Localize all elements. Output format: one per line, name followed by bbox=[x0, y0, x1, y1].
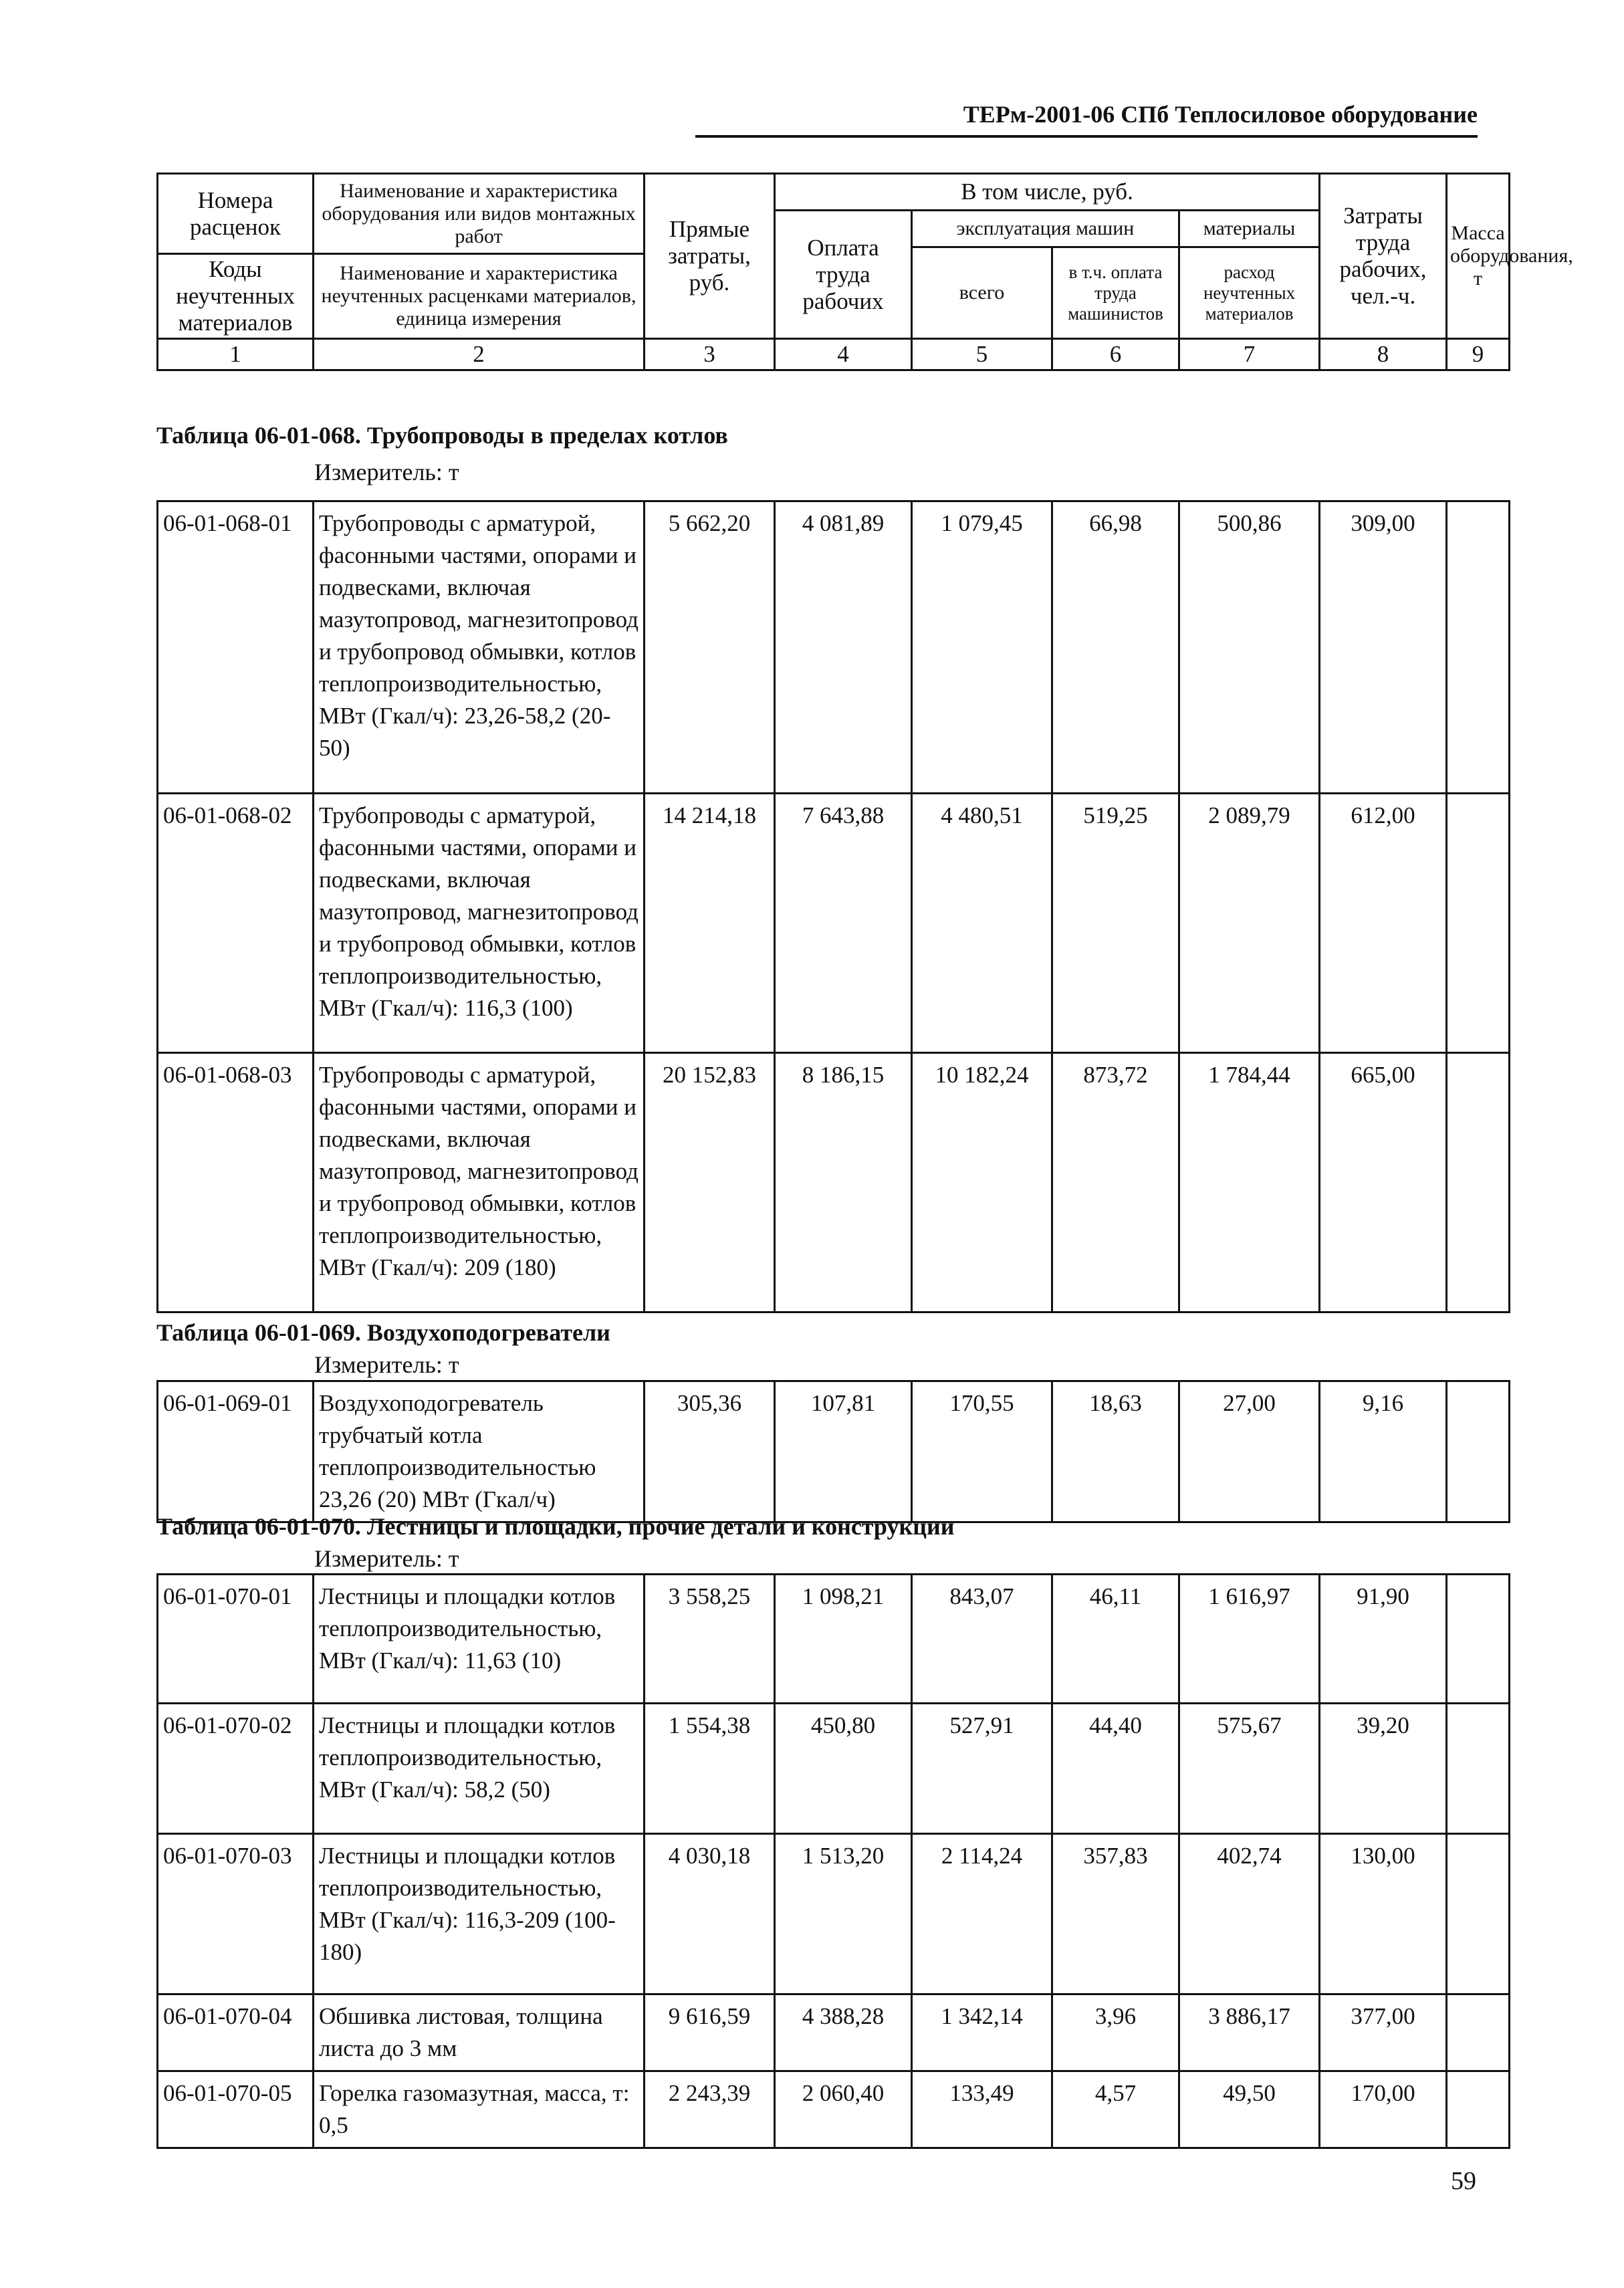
labor-hours: 9,16 bbox=[1320, 1381, 1447, 1522]
page-header: ТЕРм-2001-06 СПб Теплосиловое оборудование bbox=[695, 100, 1478, 138]
column-header-table bbox=[156, 173, 1573, 371]
work-name: Трубопроводы с арматурой, фасонными частями, опорами и подвесками, включая мазутопровод, магнезитопровод и трубопровод обмывки, котлов теплопроизводительностью, МВт (Гкал/ч): 209 (180) bbox=[314, 1053, 645, 1312]
labor-pay: 2 060,40 bbox=[775, 2071, 912, 2148]
equipment-mass bbox=[1447, 1994, 1510, 2071]
labor-pay: 8 186,15 bbox=[775, 1053, 912, 1312]
unit-label: Измеритель: т bbox=[314, 459, 459, 485]
section-title: Таблица 06-01-068. Трубопроводы в пределах котлов bbox=[156, 422, 728, 449]
machinists-pay: 4,57 bbox=[1052, 2071, 1179, 2148]
labor-pay: 4 081,89 bbox=[775, 501, 912, 794]
machinists-pay: 18,63 bbox=[1052, 1381, 1179, 1522]
materials: 1 616,97 bbox=[1179, 1575, 1320, 1704]
header-machinists-pay: в т.ч. оплата труда машинистов bbox=[1052, 247, 1179, 339]
work-name: Обшивка листовая, толщина листа до 3 мм bbox=[314, 1994, 645, 2071]
table-row bbox=[158, 2071, 1510, 2148]
header-direct-costs: Прямые затраты, руб. bbox=[645, 174, 775, 339]
machines-total: 527,91 bbox=[912, 1704, 1052, 1834]
machines-total: 1 079,45 bbox=[912, 501, 1052, 794]
rate-code: 06-01-069-01 bbox=[158, 1381, 314, 1522]
labor-hours: 39,20 bbox=[1320, 1704, 1447, 1834]
equipment-mass bbox=[1447, 1704, 1510, 1834]
equipment-mass bbox=[1447, 2071, 1510, 2148]
machines-total: 1 342,14 bbox=[912, 1994, 1052, 2071]
machinists-pay: 44,40 bbox=[1052, 1704, 1179, 1834]
price-table-070 bbox=[156, 1573, 1510, 2149]
work-name: Горелка газомазутная, масса, т: 0,5 bbox=[314, 2071, 645, 2148]
materials: 575,67 bbox=[1179, 1704, 1320, 1834]
labor-hours: 130,00 bbox=[1320, 1834, 1447, 1994]
unit-label: Измеритель: т bbox=[314, 1545, 459, 1572]
header-labor-hours: Затраты труда рабочих, чел.-ч. bbox=[1320, 174, 1447, 339]
machinists-pay: 66,98 bbox=[1052, 501, 1179, 794]
labor-hours: 665,00 bbox=[1320, 1053, 1447, 1312]
machines-total: 170,55 bbox=[912, 1381, 1052, 1522]
labor-pay: 107,81 bbox=[775, 1381, 912, 1522]
direct-costs: 2 243,39 bbox=[645, 2071, 775, 2148]
labor-hours: 612,00 bbox=[1320, 794, 1447, 1053]
direct-costs: 4 030,18 bbox=[645, 1834, 775, 1994]
direct-costs: 20 152,83 bbox=[645, 1053, 775, 1312]
header-material-names: Наименование и характеристика неучтенных расценками материалов, единица измерения bbox=[314, 254, 645, 339]
labor-pay: 4 388,28 bbox=[775, 1994, 912, 2071]
header-machines-total: всего bbox=[912, 247, 1052, 339]
labor-hours: 91,90 bbox=[1320, 1575, 1447, 1704]
machines-total: 843,07 bbox=[912, 1575, 1052, 1704]
equipment-mass bbox=[1447, 501, 1510, 794]
column-index: 9 bbox=[1447, 339, 1510, 370]
work-name: Трубопроводы с арматурой, фасонными частями, опорами и подвесками, включая мазутопровод, магнезитопровод и трубопровод обмывки, котлов теплопроизводительностью, МВт (Гкал/ч): 23,26-58,2 (20-50) bbox=[314, 501, 645, 794]
table-row bbox=[158, 1381, 1510, 1522]
work-name: Лестницы и площадки котлов теплопроизводительностью, МВт (Гкал/ч): 58,2 (50) bbox=[314, 1704, 645, 1834]
work-name: Лестницы и площадки котлов теплопроизводительностью, МВт (Гкал/ч): 11,63 (10) bbox=[314, 1575, 645, 1704]
labor-pay: 7 643,88 bbox=[775, 794, 912, 1053]
header-material-codes: Коды неучтенных материалов bbox=[158, 254, 314, 339]
header-including: В том числе, руб. bbox=[775, 174, 1320, 211]
equipment-mass bbox=[1447, 1575, 1510, 1704]
header-materials: материалы bbox=[1179, 211, 1320, 247]
header-machines: эксплуатация машин bbox=[912, 211, 1179, 247]
direct-costs: 14 214,18 bbox=[645, 794, 775, 1053]
rate-code: 06-01-070-02 bbox=[158, 1704, 314, 1834]
materials: 3 886,17 bbox=[1179, 1994, 1320, 2071]
page-number: 59 bbox=[1451, 2167, 1476, 2195]
rate-code: 06-01-068-01 bbox=[158, 501, 314, 794]
labor-hours: 377,00 bbox=[1320, 1994, 1447, 2071]
work-name: Воздухоподогреватель трубчатый котла теплопроизводительностью 23,26 (20) МВт (Гкал/ч) bbox=[314, 1381, 645, 1522]
column-index: 1 bbox=[158, 339, 314, 370]
header-unaccounted-materials: расход неучтенных материалов bbox=[1179, 247, 1320, 339]
machines-total: 133,49 bbox=[912, 2071, 1052, 2148]
table-row bbox=[158, 1994, 1510, 2071]
header-code: Номера расценок bbox=[158, 174, 314, 254]
header-labor-pay: Оплата труда рабочих bbox=[775, 211, 912, 339]
labor-pay: 1 513,20 bbox=[775, 1834, 912, 1994]
column-index: 5 bbox=[912, 339, 1052, 370]
column-index: 6 bbox=[1052, 339, 1179, 370]
machinists-pay: 46,11 bbox=[1052, 1575, 1179, 1704]
header-equipment-mass: Масса оборудования, т bbox=[1447, 174, 1510, 339]
labor-hours: 170,00 bbox=[1320, 2071, 1447, 2148]
materials: 500,86 bbox=[1179, 501, 1320, 794]
section-title: Таблица 06-01-069. Воздухоподогреватели bbox=[156, 1319, 610, 1346]
rate-code: 06-01-070-04 bbox=[158, 1994, 314, 2071]
labor-hours: 309,00 bbox=[1320, 501, 1447, 794]
equipment-mass bbox=[1447, 1381, 1510, 1522]
machinists-pay: 873,72 bbox=[1052, 1053, 1179, 1312]
section-title: Таблица 06-01-070. Лестницы и площадки, прочие детали и конструкции bbox=[156, 1513, 955, 1540]
machinists-pay: 519,25 bbox=[1052, 794, 1179, 1053]
direct-costs: 5 662,20 bbox=[645, 501, 775, 794]
machines-total: 10 182,24 bbox=[912, 1053, 1052, 1312]
rate-code: 06-01-068-03 bbox=[158, 1053, 314, 1312]
machinists-pay: 3,96 bbox=[1052, 1994, 1179, 2071]
column-index: 3 bbox=[645, 339, 775, 370]
work-name: Лестницы и площадки котлов теплопроизводительностью, МВт (Гкал/ч): 116,3-209 (100-180) bbox=[314, 1834, 645, 1994]
materials: 27,00 bbox=[1179, 1381, 1320, 1522]
unit-label: Измеритель: т bbox=[314, 1351, 459, 1378]
rate-code: 06-01-070-05 bbox=[158, 2071, 314, 2148]
rate-code: 06-01-068-02 bbox=[158, 794, 314, 1053]
labor-pay: 1 098,21 bbox=[775, 1575, 912, 1704]
table-row bbox=[158, 1575, 1510, 1704]
rate-code: 06-01-070-01 bbox=[158, 1575, 314, 1704]
equipment-mass bbox=[1447, 1834, 1510, 1994]
rate-code: 06-01-070-03 bbox=[158, 1834, 314, 1994]
direct-costs: 305,36 bbox=[645, 1381, 775, 1522]
machines-total: 2 114,24 bbox=[912, 1834, 1052, 1994]
column-index: 8 bbox=[1320, 339, 1447, 370]
materials: 49,50 bbox=[1179, 2071, 1320, 2148]
column-index: 4 bbox=[775, 339, 912, 370]
machinists-pay: 357,83 bbox=[1052, 1834, 1179, 1994]
materials: 1 784,44 bbox=[1179, 1053, 1320, 1312]
table-row bbox=[158, 794, 1510, 1053]
equipment-mass bbox=[1447, 794, 1510, 1053]
price-table-068 bbox=[156, 500, 1510, 1313]
materials: 402,74 bbox=[1179, 1834, 1320, 1994]
materials: 2 089,79 bbox=[1179, 794, 1320, 1053]
equipment-mass bbox=[1447, 1053, 1510, 1312]
direct-costs: 1 554,38 bbox=[645, 1704, 775, 1834]
direct-costs: 9 616,59 bbox=[645, 1994, 775, 2071]
direct-costs: 3 558,25 bbox=[645, 1575, 775, 1704]
column-index: 7 bbox=[1179, 339, 1320, 370]
column-index: 2 bbox=[314, 339, 645, 370]
machines-total: 4 480,51 bbox=[912, 794, 1052, 1053]
work-name: Трубопроводы с арматурой, фасонными частями, опорами и подвесками, включая мазутопровод, магнезитопровод и трубопровод обмывки, котлов теплопроизводительностью, МВт (Гкал/ч): 116,3 (100) bbox=[314, 794, 645, 1053]
table-row bbox=[158, 1834, 1510, 1994]
table-row bbox=[158, 1053, 1510, 1312]
price-table-069 bbox=[156, 1380, 1510, 1523]
labor-pay: 450,80 bbox=[775, 1704, 912, 1834]
table-row bbox=[158, 1704, 1510, 1834]
table-row bbox=[158, 501, 1510, 794]
header-name: Наименование и характеристика оборудования или видов монтажных работ bbox=[314, 174, 645, 254]
